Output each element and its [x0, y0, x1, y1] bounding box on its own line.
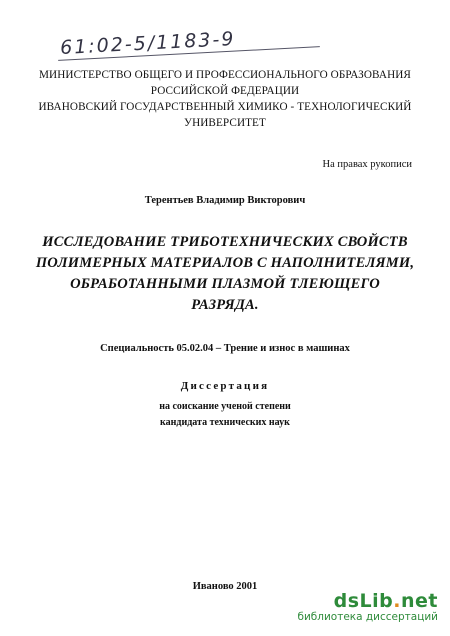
institution-line: УНИВЕРСИТЕТ	[184, 117, 266, 129]
manuscript-note: На правах рукописи	[322, 159, 412, 170]
logo-main-text: dsLib	[333, 590, 394, 612]
title-line: РАЗРЯДА.	[191, 297, 259, 313]
title-line: ПОЛИМЕРНЫХ МАТЕРИАЛОВ С НАПОЛНИТЕЛЯМИ,	[35, 255, 415, 271]
specialty-line: Специальность 05.02.04 – Трение и износ в машинах	[100, 343, 350, 354]
logo-dot: .	[393, 590, 401, 612]
logo-tld-text: net	[401, 590, 438, 612]
place-year: Иваново 2001	[192, 581, 258, 592]
watermark-subtitle: библиотека диссертаций	[297, 611, 438, 623]
degree-line: на соискание ученой степени	[159, 401, 291, 412]
degree-block	[0, 399, 450, 431]
institution-header	[0, 67, 450, 131]
watermark[interactable]	[297, 591, 438, 624]
handwritten-archive-number: 61:02-5/1183-9	[59, 27, 236, 60]
watermark-logo[interactable]	[297, 591, 438, 611]
author-name: Терентьев Владимир Викторович	[144, 195, 306, 206]
title-line: ОБРАБОТАННЫМИ ПЛАЗМОЙ ТЛЕЮЩЕГО	[70, 276, 380, 292]
title-line: ИССЛЕДОВАНИЕ ТРИБОТЕХНИЧЕСКИХ СВОЙСТВ	[42, 234, 408, 250]
work-type: Диссертация	[180, 380, 270, 392]
institution-line: РОССИЙСКОЙ ФЕДЕРАЦИИ	[150, 85, 300, 97]
institution-line: МИНИСТЕРСТВО ОБЩЕГО И ПРОФЕССИОНАЛЬНОГО ОБРАЗОВАНИЯ	[38, 69, 411, 81]
dissertation-title	[0, 232, 450, 316]
institution-line: ИВАНОВСКИЙ ГОСУДАРСТВЕННЫЙ ХИМИКО - ТЕХНОЛОГИЧЕСКИЙ	[38, 101, 412, 113]
degree-line: кандидата технических наук	[160, 417, 290, 428]
